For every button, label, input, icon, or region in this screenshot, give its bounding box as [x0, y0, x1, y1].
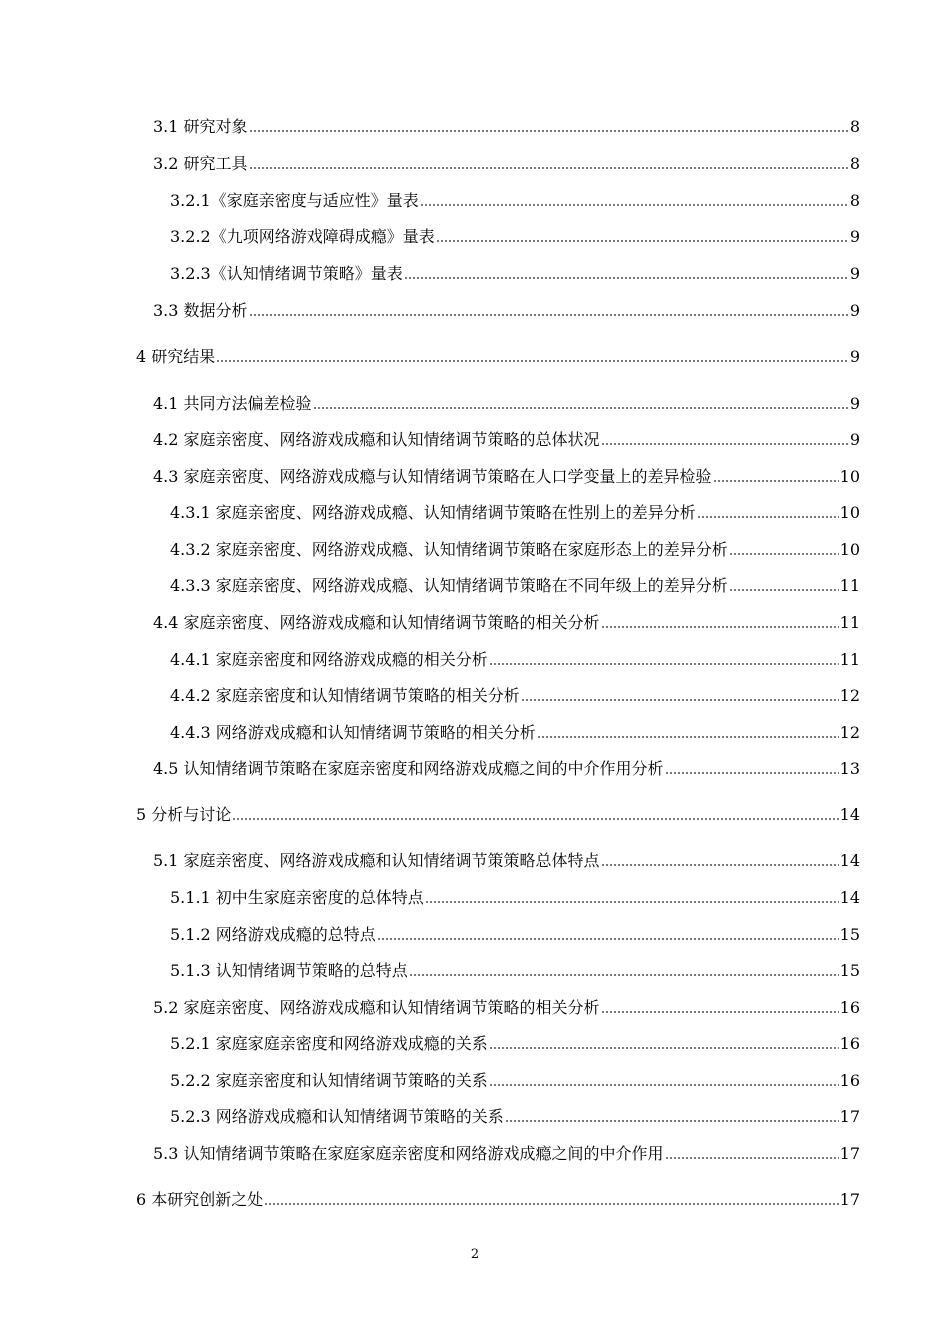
toc-entry-label: 5.3 认知情绪调节策略在家庭家庭亲密度和网络游戏成瘾之间的中介作用 [153, 1144, 664, 1163]
dot-leader [665, 1157, 839, 1159]
toc-entry[interactable] [153, 846, 860, 876]
toc-entry-page: 12 [839, 686, 860, 705]
toc-entry-label: 3.2.1《家庭亲密度与适应性》量表 [170, 191, 419, 210]
dot-leader [249, 130, 849, 132]
toc-entry[interactable] [136, 800, 860, 830]
toc-entry[interactable] [170, 1102, 860, 1132]
toc-entry-page: 17 [839, 1107, 860, 1126]
toc-entry-label: 5.1.3 认知情绪调节策略的总特点 [170, 961, 408, 980]
page-number: 2 [470, 1247, 480, 1262]
toc-entry-label: 5.2.3 网络游戏成瘾和认知情绪调节策略的关系 [170, 1107, 504, 1126]
toc-entry-label: 3.2.2《九项网络游戏障碍成瘾》量表 [170, 227, 435, 246]
dot-leader [264, 1203, 838, 1205]
dot-leader [601, 626, 839, 628]
dot-leader [377, 938, 839, 940]
toc-entry-label: 3.1 研究对象 [153, 117, 248, 136]
toc-entry-page: 17 [839, 1190, 860, 1209]
toc-entry-page: 16 [839, 998, 860, 1017]
dot-leader [489, 663, 839, 665]
dot-leader [249, 167, 849, 169]
toc-entry-label: 4.1 共同方法偏差检验 [153, 394, 312, 413]
toc-entry-page: 8 [849, 191, 860, 210]
toc-entry[interactable] [153, 296, 860, 326]
toc-entry-page: 9 [849, 394, 860, 413]
toc-entry[interactable] [170, 883, 860, 913]
toc-entry-page: 11 [839, 613, 860, 632]
toc-entry-label: 4.4 家庭亲密度、网络游戏成瘾和认知情绪调节策略的相关分析 [153, 613, 600, 632]
dot-leader [436, 240, 849, 242]
toc-entry-page: 9 [849, 347, 860, 366]
toc-entry-page: 8 [849, 154, 860, 173]
toc-entry[interactable] [170, 1066, 860, 1096]
toc-entry-label: 5.1.1 初中生家庭亲密度的总体特点 [170, 888, 424, 907]
toc-entry-label: 4.3 家庭亲密度、网络游戏成瘾与认知情绪调节策略在人口学变量上的差异检验 [153, 467, 712, 486]
dot-leader [713, 480, 839, 482]
toc-entry-label: 6 本研究创新之处 [136, 1190, 264, 1209]
toc-entry-label: 5 分析与讨论 [136, 805, 232, 824]
toc-entry-page: 9 [849, 430, 860, 449]
toc-entry-page: 16 [839, 1071, 860, 1090]
toc-entry-page: 9 [849, 264, 860, 283]
dot-leader [409, 974, 839, 976]
toc-entry-page: 14 [839, 888, 860, 907]
toc-entry[interactable] [170, 186, 860, 216]
toc-entry-page: 15 [839, 961, 860, 980]
toc-entry[interactable] [170, 222, 860, 252]
toc-entry[interactable] [170, 535, 860, 565]
toc-entry[interactable] [153, 993, 860, 1023]
toc-entry[interactable] [153, 754, 860, 784]
toc-entry-label: 4 研究结果 [136, 347, 216, 366]
toc-entry[interactable] [170, 718, 860, 748]
toc-entry[interactable] [153, 608, 860, 638]
dot-leader [601, 864, 839, 866]
toc-entry[interactable] [170, 571, 860, 601]
toc-entry-label: 3.2 研究工具 [153, 154, 248, 173]
dot-leader [489, 1047, 839, 1049]
toc-entry-page: 11 [839, 576, 860, 595]
toc-entry-label: 4.4.2 家庭亲密度和认知情绪调节策略的相关分析 [170, 686, 520, 705]
toc-entry-page: 8 [849, 117, 860, 136]
toc-entry[interactable] [170, 681, 860, 711]
toc-entry-page: 10 [839, 540, 860, 559]
toc-entry[interactable] [170, 920, 860, 950]
toc-entry-page: 10 [839, 503, 860, 522]
toc-entry[interactable] [153, 112, 860, 142]
dot-leader [216, 360, 849, 362]
toc-entry-label: 4.2 家庭亲密度、网络游戏成瘾和认知情绪调节策略的总体状况 [153, 430, 600, 449]
dot-leader [425, 901, 839, 903]
toc-entry-page: 13 [839, 759, 860, 778]
toc-entry[interactable] [170, 498, 860, 528]
toc-entry-label: 5.2.2 家庭亲密度和认知情绪调节策略的关系 [170, 1071, 488, 1090]
toc-entry-page: 17 [839, 1144, 860, 1163]
dot-leader [665, 772, 839, 774]
dot-leader [505, 1120, 839, 1122]
toc-entry-label: 5.1.2 网络游戏成瘾的总特点 [170, 925, 376, 944]
toc-entry-label: 3.2.3《认知情绪调节策略》量表 [170, 264, 403, 283]
dot-leader [232, 818, 838, 820]
toc-entry-page: 16 [839, 1034, 860, 1053]
dot-leader [420, 204, 849, 206]
toc-entry[interactable] [153, 462, 860, 492]
toc-entry-page: 10 [839, 467, 860, 486]
dot-leader [404, 277, 849, 279]
toc-entry-label: 4.3.1 家庭亲密度、网络游戏成瘾、认知情绪调节策略在性别上的差异分析 [170, 503, 696, 522]
dot-leader [601, 1011, 839, 1013]
dot-leader [521, 699, 839, 701]
toc-entry-page: 15 [839, 925, 860, 944]
dot-leader [601, 443, 849, 445]
toc-entry-label: 5.2.1 家庭家庭亲密度和网络游戏成瘾的关系 [170, 1034, 488, 1053]
dot-leader [489, 1084, 839, 1086]
toc-entry-label: 5.2 家庭亲密度、网络游戏成瘾和认知情绪调节策略的相关分析 [153, 998, 600, 1017]
toc-entry-page: 14 [839, 851, 860, 870]
toc-entry-label: 4.5 认知情绪调节策略在家庭亲密度和网络游戏成瘾之间的中介作用分析 [153, 759, 664, 778]
toc-entry[interactable] [170, 645, 860, 675]
toc-entry[interactable] [153, 149, 860, 179]
toc-entry-label: 4.3.3 家庭亲密度、网络游戏成瘾、认知情绪调节策略在不同年级上的差异分析 [170, 576, 728, 595]
toc-entry[interactable] [153, 389, 860, 419]
toc-entry-label: 3.3 数据分析 [153, 301, 248, 320]
toc-entry-page: 9 [849, 301, 860, 320]
toc-entry[interactable] [170, 1029, 860, 1059]
toc-entry-label: 4.4.1 家庭亲密度和网络游戏成瘾的相关分析 [170, 650, 488, 669]
toc-entry-page: 14 [839, 805, 860, 824]
dot-leader [729, 553, 839, 555]
dot-leader [537, 736, 839, 738]
toc-entry-label: 5.1 家庭亲密度、网络游戏成瘾和认知情绪调节策策略总体特点 [153, 851, 600, 870]
dot-leader [729, 589, 839, 591]
toc-entry[interactable] [170, 956, 860, 986]
toc-entry-label: 4.4.3 网络游戏成瘾和认知情绪调节策略的相关分析 [170, 723, 536, 742]
dot-leader [313, 407, 849, 409]
toc-entry-page: 9 [849, 227, 860, 246]
toc-entry-label: 4.3.2 家庭亲密度、网络游戏成瘾、认知情绪调节策略在家庭形态上的差异分析 [170, 540, 728, 559]
dot-leader [249, 314, 849, 316]
toc-entry[interactable] [153, 425, 860, 455]
dot-leader [697, 516, 839, 518]
toc-entry[interactable] [136, 1185, 860, 1215]
toc-entry[interactable] [136, 342, 860, 372]
toc-entry-page: 12 [839, 723, 860, 742]
toc-entry[interactable] [170, 259, 860, 289]
toc-entry[interactable] [153, 1139, 860, 1169]
toc-entry-page: 11 [839, 650, 860, 669]
